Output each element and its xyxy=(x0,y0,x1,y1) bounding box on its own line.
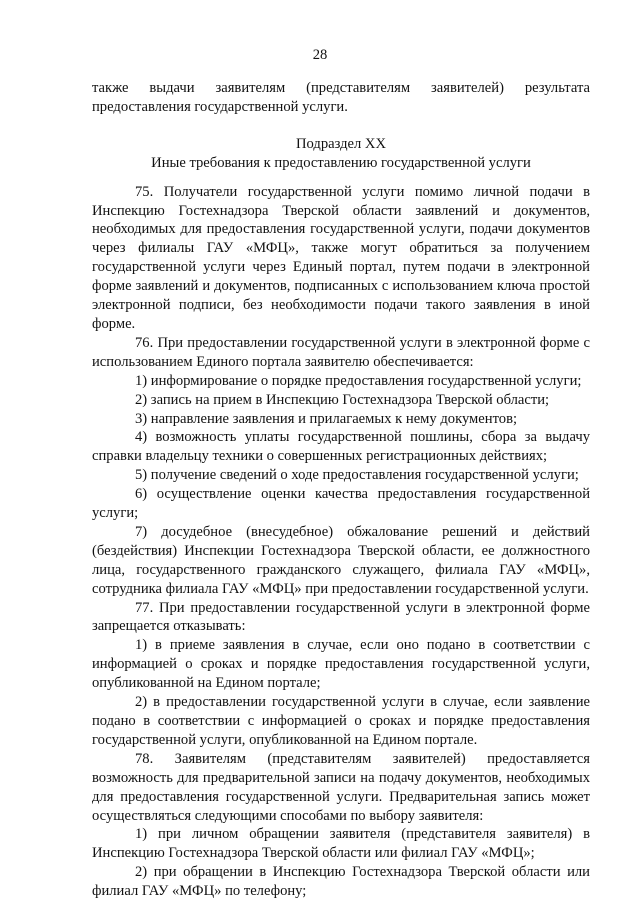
list-item: 1) в приеме заявления в случае, если оно подано в соответствии с информацией о сроках и порядке предоставления государственной услуги, опубликованной на Едином портале; xyxy=(92,637,590,692)
list-item: 1) информирование о порядке предоставления государственной услуги; xyxy=(135,372,582,389)
list-item: 6) осуществление оценки качества предоставления государственной услуги; xyxy=(92,486,590,522)
page-content xyxy=(92,79,590,901)
subsection-subtitle: Иные требования к предоставлению государственной услуги xyxy=(151,154,531,171)
list-item: 2) запись на прием в Инспекцию Гостехнадзора Тверской области; xyxy=(135,391,550,408)
page-number: 28 xyxy=(312,47,328,63)
paragraph-78: 78. Заявителям (представителям заявителей) предоставляется возможность для предварительной записи на подачу документов, необходимых для предоставления государственной услуги. Предварительная запись может осуществляться следующими способами по выбору заявителя: xyxy=(92,750,590,824)
list-item: 2) при обращении в Инспекцию Гостехнадзора Тверской области или филиал ГАУ «МФЦ» по телефону; xyxy=(92,864,590,900)
paragraph-77: 77. При предоставлении государственной услуги в электронной форме запрещается отказывать: xyxy=(92,599,590,635)
list-item: 5) получение сведений о ходе предоставления государственной услуги; xyxy=(135,467,579,484)
list-item: 3) направление заявления и прилагаемых к нему документов; xyxy=(135,410,518,427)
paragraph-76: 76. При предоставлении государственной услуги в электронной форме с использованием Единого портала заявителю обеспечивается: xyxy=(92,334,590,370)
list-item: 7) досудебное (внесудебное) обжалование решений и действий (бездействия) Инспекции Гостехнадзора Тверской области, ее должностного лица, государственного гражданского служащего, филиала ГАУ «МФЦ», сотрудника филиала ГАУ «МФЦ» при предоставлении государственной услуги. xyxy=(92,523,590,597)
paragraph-75: 75. Получатели государственной услуги помимо личной подачи в Инспекцию Гостехнадзора Тверской области заявлений и документов, необходимых для предоставления государственной услуги, подачи документов через филиалы ГАУ «МФЦ», также могут обратиться за получением государственной услуги через Единый портал, путем подачи в электронной форме заявлений и документов, подписанных с использованием ключа простой электронной подписи, без необходимости подачи такого заявления в иной форме. xyxy=(92,183,590,332)
list-item: 4) возможность уплаты государственной пошлины, сбора за выдачу справки владельцу техники о совершенных регистрационных действиях; xyxy=(92,429,590,465)
list-item: 1) при личном обращении заявителя (представителя заявителя) в Инспекцию Гостехнадзора Тверской области или филиал ГАУ «МФЦ»; xyxy=(92,826,590,862)
subsection-title: Подраздел XX xyxy=(295,135,387,152)
intro-paragraph: также выдачи заявителям (представителям заявителей) результата предоставления государственной услуги. xyxy=(92,80,590,115)
list-item: 2) в предоставлении государственной услуги в случае, если заявление подано в соответствии с информацией о сроках и порядке предоставления государственной услуги, опубликованной на Едином портале. xyxy=(92,694,590,748)
